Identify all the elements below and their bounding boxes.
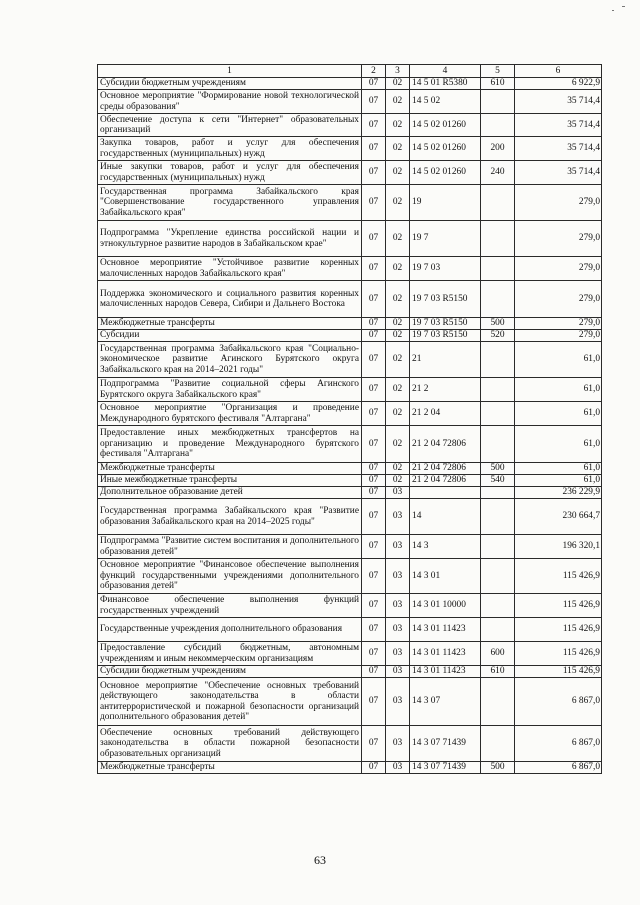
table-row bbox=[98, 618, 602, 642]
cell-expense-type: 610 bbox=[481, 78, 515, 90]
header-col-6: 6 bbox=[515, 65, 602, 78]
table-row bbox=[98, 666, 602, 678]
cell-name: Государственная программа Забайкальского края "Совершенствование государственного управления Забайкальского края" bbox=[98, 185, 362, 221]
cell-section: 07 bbox=[362, 594, 386, 618]
header-row bbox=[98, 65, 602, 78]
cell-section: 07 bbox=[362, 499, 386, 535]
cell-expense-type: 240 bbox=[481, 161, 515, 185]
cell-section: 07 bbox=[362, 535, 386, 559]
cell-name: Обеспечение доступа к сети "Интернет" образовательных организаций bbox=[98, 114, 362, 137]
table-row bbox=[98, 642, 602, 666]
cell-section: 07 bbox=[362, 487, 386, 499]
cell-expense-type bbox=[481, 426, 515, 463]
cell-amount: 35 714,4 bbox=[515, 161, 602, 185]
cell-amount: 61,0 bbox=[515, 463, 602, 475]
cell-section: 07 bbox=[362, 762, 386, 774]
table-row bbox=[98, 535, 602, 559]
cell-name: Дополнительное образование детей bbox=[98, 487, 362, 499]
cell-amount: 115 426,9 bbox=[515, 594, 602, 618]
cell-section: 07 bbox=[362, 378, 386, 402]
cell-section: 07 bbox=[362, 78, 386, 90]
cell-subsection: 02 bbox=[386, 378, 410, 402]
table-row bbox=[98, 281, 602, 318]
table-row bbox=[98, 78, 602, 90]
cell-name: Обеспечение основных требований действующего законодательства в области пожарной безопасности образовательных организаций bbox=[98, 726, 362, 762]
cell-section: 07 bbox=[362, 318, 386, 330]
cell-subsection: 02 bbox=[386, 221, 410, 257]
cell-target-code: 14 bbox=[410, 499, 481, 535]
cell-target-code: 19 7 03 R5150 bbox=[410, 281, 481, 318]
cell-expense-type bbox=[481, 221, 515, 257]
cell-expense-type bbox=[481, 594, 515, 618]
cell-amount: 6 867,0 bbox=[515, 726, 602, 762]
cell-expense-type bbox=[481, 90, 515, 114]
cell-section: 07 bbox=[362, 618, 386, 642]
cell-amount: 279,0 bbox=[515, 185, 602, 221]
cell-target-code: 21 2 04 72806 bbox=[410, 475, 481, 487]
cell-amount: 61,0 bbox=[515, 378, 602, 402]
table-row bbox=[98, 257, 602, 281]
cell-amount: 6 867,0 bbox=[515, 762, 602, 774]
cell-target-code: 21 2 04 72806 bbox=[410, 463, 481, 475]
cell-subsection: 02 bbox=[386, 426, 410, 463]
table-row bbox=[98, 726, 602, 762]
table-row bbox=[98, 499, 602, 535]
cell-expense-type: 500 bbox=[481, 762, 515, 774]
table-row bbox=[98, 594, 602, 618]
table-row bbox=[98, 318, 602, 330]
cell-section: 07 bbox=[362, 559, 386, 594]
cell-subsection: 03 bbox=[386, 678, 410, 726]
table-row bbox=[98, 114, 602, 137]
cell-subsection: 03 bbox=[386, 642, 410, 666]
cell-amount: 279,0 bbox=[515, 318, 602, 330]
table-row bbox=[98, 221, 602, 257]
cell-expense-type: 610 bbox=[481, 666, 515, 678]
cell-target-code: 19 7 03 R5150 bbox=[410, 318, 481, 330]
cell-subsection: 02 bbox=[386, 185, 410, 221]
cell-section: 07 bbox=[362, 161, 386, 185]
cell-target-code: 14 5 02 01260 bbox=[410, 137, 481, 161]
cell-subsection: 02 bbox=[386, 475, 410, 487]
cell-subsection: 02 bbox=[386, 281, 410, 318]
cell-section: 07 bbox=[362, 402, 386, 426]
cell-name: Государственная программа Забайкальского края "Развитие образования Забайкальского края на 2014–2025 годы" bbox=[98, 499, 362, 535]
cell-section: 07 bbox=[362, 463, 386, 475]
cell-expense-type bbox=[481, 281, 515, 318]
cell-amount: 61,0 bbox=[515, 475, 602, 487]
table-body bbox=[98, 78, 602, 774]
cell-expense-type: 500 bbox=[481, 318, 515, 330]
cell-target-code: 14 5 02 01260 bbox=[410, 161, 481, 185]
table-row bbox=[98, 137, 602, 161]
cell-target-code: 19 7 03 R5150 bbox=[410, 330, 481, 342]
cell-expense-type bbox=[481, 342, 515, 378]
cell-target-code bbox=[410, 487, 481, 499]
table-row bbox=[98, 378, 602, 402]
cell-target-code: 19 7 03 bbox=[410, 257, 481, 281]
cell-expense-type bbox=[481, 726, 515, 762]
scan-speck bbox=[612, 10, 614, 11]
cell-target-code: 14 3 01 11423 bbox=[410, 666, 481, 678]
cell-section: 07 bbox=[362, 221, 386, 257]
cell-name: Подпрограмма "Развитие систем воспитания и дополнительного образования детей" bbox=[98, 535, 362, 559]
cell-expense-type bbox=[481, 678, 515, 726]
cell-subsection: 02 bbox=[386, 137, 410, 161]
cell-name: Закупка товаров, работ и услуг для обеспечения государственных (муниципальных) нужд bbox=[98, 137, 362, 161]
header-col-3: 3 bbox=[386, 65, 410, 78]
cell-target-code: 14 5 02 bbox=[410, 90, 481, 114]
cell-section: 07 bbox=[362, 426, 386, 463]
cell-name: Предоставление иных межбюджетных трансфертов на организацию и проведение Международного бурятского фестиваля "Алтаргана" bbox=[98, 426, 362, 463]
cell-expense-type bbox=[481, 559, 515, 594]
cell-subsection: 02 bbox=[386, 402, 410, 426]
cell-section: 07 bbox=[362, 114, 386, 137]
cell-expense-type bbox=[481, 535, 515, 559]
cell-section: 07 bbox=[362, 642, 386, 666]
page-number: 63 bbox=[314, 853, 326, 867]
cell-target-code: 14 5 01 R5380 bbox=[410, 78, 481, 90]
cell-target-code: 14 3 07 71439 bbox=[410, 726, 481, 762]
cell-subsection: 02 bbox=[386, 161, 410, 185]
cell-name: Основное мероприятие "Финансовое обеспечение выполнения функций государственными учреждениями дополнительного образования детей" bbox=[98, 559, 362, 594]
cell-amount: 115 426,9 bbox=[515, 559, 602, 594]
cell-amount: 35 714,4 bbox=[515, 114, 602, 137]
cell-expense-type: 200 bbox=[481, 137, 515, 161]
cell-target-code: 14 3 01 11423 bbox=[410, 642, 481, 666]
cell-target-code: 14 3 01 11423 bbox=[410, 618, 481, 642]
cell-expense-type bbox=[481, 378, 515, 402]
cell-target-code: 21 2 bbox=[410, 378, 481, 402]
cell-name: Межбюджетные трансферты bbox=[98, 318, 362, 330]
cell-section: 07 bbox=[362, 342, 386, 378]
table-row bbox=[98, 185, 602, 221]
cell-expense-type bbox=[481, 499, 515, 535]
cell-expense-type: 520 bbox=[481, 330, 515, 342]
cell-subsection: 03 bbox=[386, 666, 410, 678]
cell-subsection: 03 bbox=[386, 499, 410, 535]
cell-amount: 115 426,9 bbox=[515, 666, 602, 678]
cell-name: Субсидии бюджетным учреждениям bbox=[98, 78, 362, 90]
cell-subsection: 03 bbox=[386, 535, 410, 559]
cell-amount: 61,0 bbox=[515, 402, 602, 426]
cell-subsection: 02 bbox=[386, 257, 410, 281]
cell-name: Основное мероприятие "Организация и проведение Международного бурятского фестиваля "Алтаргана" bbox=[98, 402, 362, 426]
cell-name: Основное мероприятие "Обеспечение основных требований действующего законодательства в области антитеррористической и пожарной безопасности организаций дополнительного образования детей" bbox=[98, 678, 362, 726]
cell-target-code: 21 bbox=[410, 342, 481, 378]
cell-expense-type: 500 bbox=[481, 463, 515, 475]
cell-target-code: 21 2 04 72806 bbox=[410, 426, 481, 463]
cell-name: Основное мероприятие "Устойчивое развитие коренных малочисленных народов Забайкальского края" bbox=[98, 257, 362, 281]
cell-subsection: 02 bbox=[386, 463, 410, 475]
cell-target-code: 14 5 02 01260 bbox=[410, 114, 481, 137]
cell-target-code: 14 3 bbox=[410, 535, 481, 559]
cell-section: 07 bbox=[362, 666, 386, 678]
cell-expense-type bbox=[481, 257, 515, 281]
cell-amount: 196 320,1 bbox=[515, 535, 602, 559]
cell-amount: 115 426,9 bbox=[515, 642, 602, 666]
cell-name: Межбюджетные трансферты bbox=[98, 762, 362, 774]
cell-name: Иные закупки товаров, работ и услуг для обеспечения государственных (муниципальных) нужд bbox=[98, 161, 362, 185]
header-col-2: 2 bbox=[362, 65, 386, 78]
table-row bbox=[98, 330, 602, 342]
cell-amount: 279,0 bbox=[515, 257, 602, 281]
cell-subsection: 02 bbox=[386, 342, 410, 378]
cell-name: Иные межбюджетные трансферты bbox=[98, 475, 362, 487]
cell-name: Подпрограмма "Развитие социальной сферы Агинского Бурятского округа Забайкальского края" bbox=[98, 378, 362, 402]
cell-amount: 35 714,4 bbox=[515, 90, 602, 114]
cell-section: 07 bbox=[362, 330, 386, 342]
cell-target-code: 14 3 01 10000 bbox=[410, 594, 481, 618]
cell-subsection: 03 bbox=[386, 618, 410, 642]
cell-name: Субсидии bbox=[98, 330, 362, 342]
scan-speck bbox=[622, 6, 625, 7]
cell-name: Государственные учреждения дополнительного образования bbox=[98, 618, 362, 642]
cell-expense-type bbox=[481, 185, 515, 221]
table-header bbox=[98, 65, 602, 78]
cell-target-code: 19 bbox=[410, 185, 481, 221]
cell-subsection: 02 bbox=[386, 78, 410, 90]
cell-section: 07 bbox=[362, 678, 386, 726]
cell-target-code: 21 2 04 bbox=[410, 402, 481, 426]
cell-amount: 61,0 bbox=[515, 426, 602, 463]
table-row bbox=[98, 90, 602, 114]
cell-amount: 230 664,7 bbox=[515, 499, 602, 535]
cell-expense-type bbox=[481, 114, 515, 137]
cell-amount: 61,0 bbox=[515, 342, 602, 378]
cell-amount: 35 714,4 bbox=[515, 137, 602, 161]
cell-amount: 115 426,9 bbox=[515, 618, 602, 642]
cell-section: 07 bbox=[362, 137, 386, 161]
cell-section: 07 bbox=[362, 475, 386, 487]
cell-subsection: 03 bbox=[386, 762, 410, 774]
header-col-1: 1 bbox=[98, 65, 362, 78]
cell-name: Основное мероприятие "Формирование новой технологической среды образования" bbox=[98, 90, 362, 114]
cell-section: 07 bbox=[362, 281, 386, 318]
table-row bbox=[98, 559, 602, 594]
cell-expense-type: 540 bbox=[481, 475, 515, 487]
table-row bbox=[98, 487, 602, 499]
cell-name: Финансовое обеспечение выполнения функций государственных учреждений bbox=[98, 594, 362, 618]
cell-expense-type bbox=[481, 487, 515, 499]
cell-amount: 236 229,9 bbox=[515, 487, 602, 499]
table-row bbox=[98, 342, 602, 378]
cell-subsection: 03 bbox=[386, 559, 410, 594]
cell-subsection: 03 bbox=[386, 594, 410, 618]
cell-section: 07 bbox=[362, 726, 386, 762]
cell-amount: 279,0 bbox=[515, 221, 602, 257]
table-row bbox=[98, 426, 602, 463]
cell-expense-type bbox=[481, 402, 515, 426]
cell-subsection: 03 bbox=[386, 487, 410, 499]
cell-expense-type: 600 bbox=[481, 642, 515, 666]
cell-amount: 279,0 bbox=[515, 330, 602, 342]
cell-subsection: 02 bbox=[386, 90, 410, 114]
cell-subsection: 02 bbox=[386, 330, 410, 342]
cell-name: Субсидии бюджетным учреждениям bbox=[98, 666, 362, 678]
cell-name: Государственная программа Забайкальского края "Социально-экономическое развитие Агинского Бурятского округа Забайкальского края на 2014–2021 годы" bbox=[98, 342, 362, 378]
cell-target-code: 14 3 01 bbox=[410, 559, 481, 594]
budget-table bbox=[97, 64, 602, 774]
cell-amount: 279,0 bbox=[515, 281, 602, 318]
cell-target-code: 14 3 07 bbox=[410, 678, 481, 726]
cell-expense-type bbox=[481, 618, 515, 642]
table-row bbox=[98, 402, 602, 426]
cell-section: 07 bbox=[362, 90, 386, 114]
cell-amount: 6 922,9 bbox=[515, 78, 602, 90]
cell-name: Межбюджетные трансферты bbox=[98, 463, 362, 475]
table-row bbox=[98, 475, 602, 487]
cell-name: Предоставление субсидий бюджетным, автономным учреждениям и иным некоммерческим организациям bbox=[98, 642, 362, 666]
cell-target-code: 14 3 07 71439 bbox=[410, 762, 481, 774]
cell-section: 07 bbox=[362, 257, 386, 281]
cell-subsection: 02 bbox=[386, 318, 410, 330]
table-row bbox=[98, 463, 602, 475]
header-col-4: 4 bbox=[410, 65, 481, 78]
cell-subsection: 02 bbox=[386, 114, 410, 137]
cell-amount: 6 867,0 bbox=[515, 678, 602, 726]
cell-subsection: 03 bbox=[386, 726, 410, 762]
cell-name: Поддержка экономического и социального развития коренных малочисленных народов Севера, Сибири и Дальнего Востока bbox=[98, 281, 362, 318]
cell-section: 07 bbox=[362, 185, 386, 221]
table-row bbox=[98, 678, 602, 726]
cell-name: Подпрограмма "Укрепление единства российской нации и этнокультурное развитие народов в Забайкальском крае" bbox=[98, 221, 362, 257]
table-row bbox=[98, 762, 602, 774]
header-col-5: 5 bbox=[481, 65, 515, 78]
table-row bbox=[98, 161, 602, 185]
cell-target-code: 19 7 bbox=[410, 221, 481, 257]
